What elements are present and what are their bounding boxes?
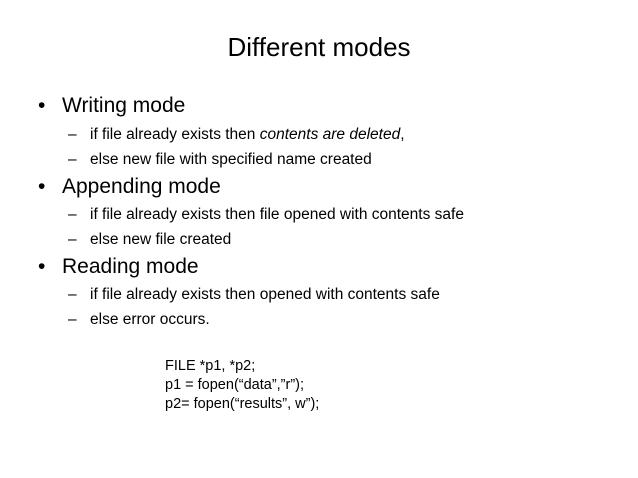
list-item [68, 310, 210, 330]
item-italic-text: contents are deleted [259, 126, 401, 143]
item-text: if file already exists then opened with contents safe [90, 286, 440, 303]
item-text: else new file created [90, 231, 232, 248]
bullet-icon: • [38, 255, 46, 278]
list-item [68, 230, 231, 250]
dash-icon: – [68, 311, 77, 328]
bullet-icon: • [38, 175, 46, 198]
dash-icon: – [68, 286, 77, 303]
dash-icon: – [68, 206, 77, 223]
section-reading-mode [38, 254, 199, 280]
section-writing-mode [38, 93, 185, 119]
section-heading: Writing mode [62, 94, 186, 117]
section-heading: Reading mode [62, 255, 199, 278]
dash-icon: – [68, 231, 77, 248]
item-text-suffix: , [400, 126, 405, 143]
code-line: p1 = fopen(“data”,”r”); [165, 377, 305, 393]
slide-title: Different modes [227, 32, 411, 62]
dash-icon: – [68, 126, 77, 143]
item-text: else error occurs. [90, 311, 210, 328]
item-text: if file already exists then [90, 126, 260, 143]
list-item [68, 125, 405, 145]
list-item [68, 285, 440, 305]
item-text: else new file with specified name created [90, 151, 372, 168]
code-line: FILE *p1, *p2; [165, 358, 256, 374]
code-line: p2= fopen(“results”, w”); [165, 396, 320, 412]
item-text: if file already exists then file opened with contents safe [90, 206, 464, 223]
list-item [68, 205, 464, 225]
list-item [68, 150, 372, 170]
dash-icon: – [68, 151, 77, 168]
bullet-icon: • [38, 94, 46, 117]
section-heading: Appending mode [62, 175, 221, 198]
section-appending-mode [38, 174, 221, 200]
code-block [165, 357, 319, 414]
